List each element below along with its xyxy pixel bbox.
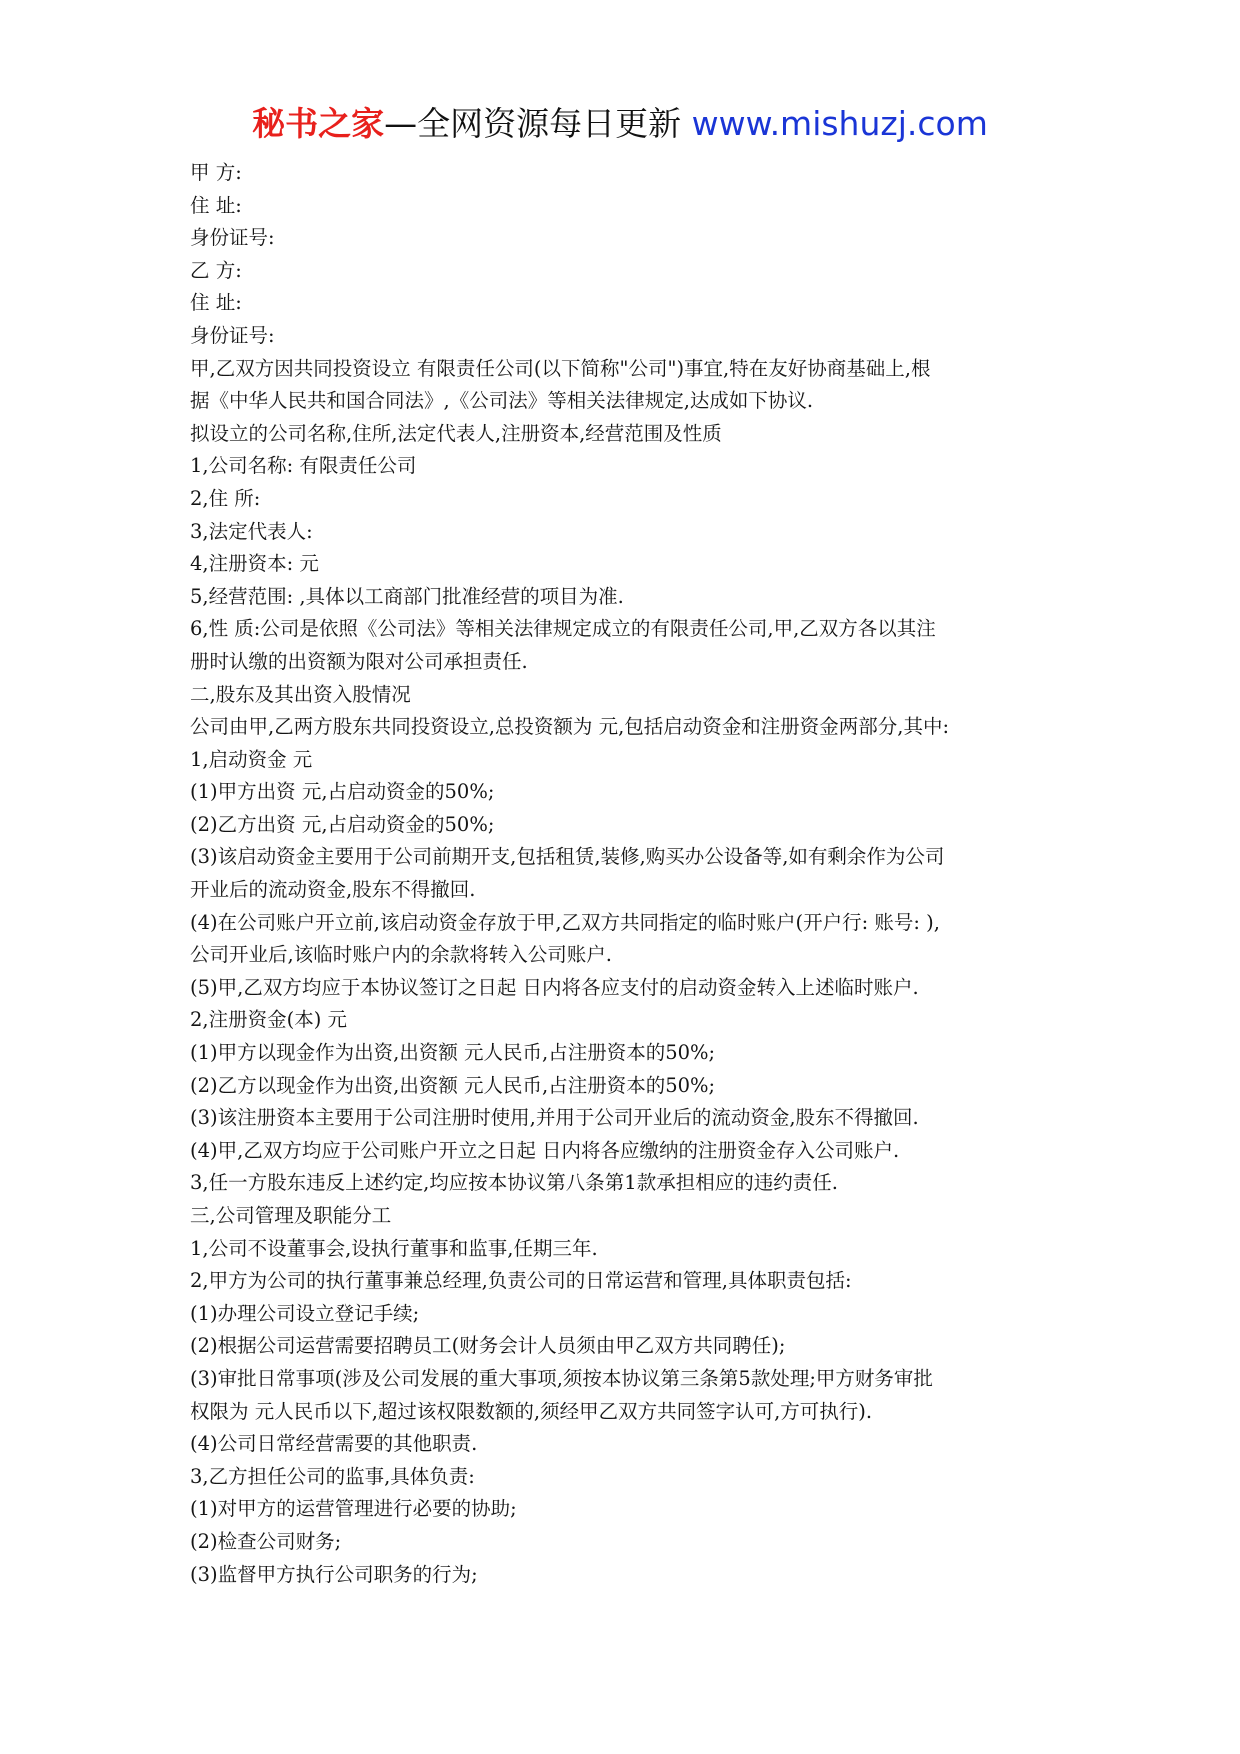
- text-line: 开业后的流动资金,股东不得撤回.: [190, 878, 476, 902]
- text-line: 住 址:: [190, 193, 242, 217]
- text-line: (3)监督甲方执行公司职务的行为;: [190, 1562, 478, 1586]
- text-line: (3)审批日常事项(涉及公司发展的重大事项,须按本协议第三条第5款处理;甲方财务审批: [190, 1366, 933, 1390]
- text-line: 公司开业后,该临时账户内的余款将转入公司账户.: [190, 943, 612, 967]
- text-line: 二,股东及其出资入股情况: [190, 682, 411, 706]
- text-line: (4)甲,乙双方均应于公司账户开立之日起 日内将各应缴纳的注册资金存入公司账户.: [190, 1138, 900, 1162]
- text-line: 3,任一方股东违反上述约定,均应按本协议第八条第1款承担相应的违约责任.: [190, 1171, 838, 1195]
- text-line: 乙 方:: [190, 258, 242, 282]
- agreement-body: [190, 157, 1070, 1591]
- text-line: 身份证号:: [190, 226, 275, 250]
- text-line: 1,公司名称: 有限责任公司: [190, 454, 417, 478]
- site-brand: 秘书之家: [252, 104, 385, 143]
- text-line: 三,公司管理及职能分工: [190, 1204, 392, 1227]
- text-line: 身份证号:: [190, 323, 275, 347]
- text-line: 住 址:: [190, 291, 242, 315]
- text-line: 据《中华人民共和国合同法》,《公司法》等相关法律规定,达成如下协议.: [190, 389, 814, 413]
- text-line: (2)根据公司运营需要招聘员工(财务会计人员须由甲乙双方共同聘任);: [190, 1334, 786, 1358]
- text-line: 3,乙方担任公司的监事,具体负责:: [190, 1464, 475, 1488]
- text-line: 2,住 所:: [190, 486, 261, 510]
- text-line: 5,经营范围: ,具体以工商部门批准经营的项目为准.: [190, 584, 624, 608]
- text-line: 2,注册资金(本) 元: [190, 1008, 348, 1032]
- text-line: (1)办理公司设立登记手续;: [190, 1301, 420, 1325]
- text-line: 6,性 质:公司是依照《公司法》等相关法律规定成立的有限责任公司,甲,乙双方各以其注: [190, 617, 936, 641]
- text-line: 4,注册资本: 元: [190, 552, 319, 576]
- text-line: 拟设立的公司名称,住所,法定代表人,注册资本,经营范围及性质: [190, 421, 722, 445]
- text-line: (2)乙方以现金作为出资,出资额 元人民币,占注册资本的50%;: [190, 1073, 716, 1097]
- text-line: (4)在公司账户开立前,该启动资金存放于甲,乙双方共同指定的临时账户(开户行: 账号: ),: [190, 910, 940, 934]
- text-line: 公司由甲,乙两方股东共同投资设立,总投资额为 元,包括启动资金和注册资金两部分,其中:: [190, 715, 950, 739]
- text-line: 1,启动资金 元: [190, 747, 313, 771]
- site-slogan: —全网资源每日更新: [384, 104, 682, 143]
- site-header: [0, 98, 1240, 150]
- text-line: (2)乙方出资 元,占启动资金的50%;: [190, 812, 495, 836]
- text-line: 3,法定代表人:: [190, 519, 313, 543]
- text-line: (1)对甲方的运营管理进行必要的协助;: [190, 1497, 517, 1521]
- text-line: (2)检查公司财务;: [190, 1529, 342, 1553]
- text-line: (3)该注册资本主要用于公司注册时使用,并用于公司开业后的流动资金,股东不得撤回.: [190, 1106, 919, 1130]
- text-line: 1,公司不设董事会,设执行董事和监事,任期三年.: [190, 1236, 598, 1260]
- text-line: (3)该启动资金主要用于公司前期开支,包括租赁,装修,购买办公设备等,如有剩余作为公司: [190, 845, 945, 869]
- text-line: (4)公司日常经营需要的其他职责.: [190, 1432, 478, 1456]
- text-line: 甲,乙双方因共同投资设立 有限责任公司(以下简称"公司")事宜,特在友好协商基础上,根: [190, 356, 931, 380]
- text-line: 2,甲方为公司的执行董事兼总经理,负责公司的日常运营和管理,具体职责包括:: [190, 1269, 852, 1293]
- text-line: (5)甲,乙双方均应于本协议签订之日起 日内将各应支付的启动资金转入上述临时账户.: [190, 975, 919, 999]
- text-line: 权限为 元人民币以下,超过该权限数额的,须经甲乙双方共同签字认可,方可执行).: [190, 1399, 873, 1423]
- text-line: 册时认缴的出资额为限对公司承担责任.: [190, 649, 528, 673]
- site-url-link[interactable]: www.mishuzj.com: [691, 104, 988, 143]
- text-line: (1)甲方出资 元,占启动资金的50%;: [190, 780, 495, 804]
- text-line: 甲 方:: [190, 161, 242, 184]
- text-line: (1)甲方以现金作为出资,出资额 元人民币,占注册资本的50%;: [190, 1041, 716, 1065]
